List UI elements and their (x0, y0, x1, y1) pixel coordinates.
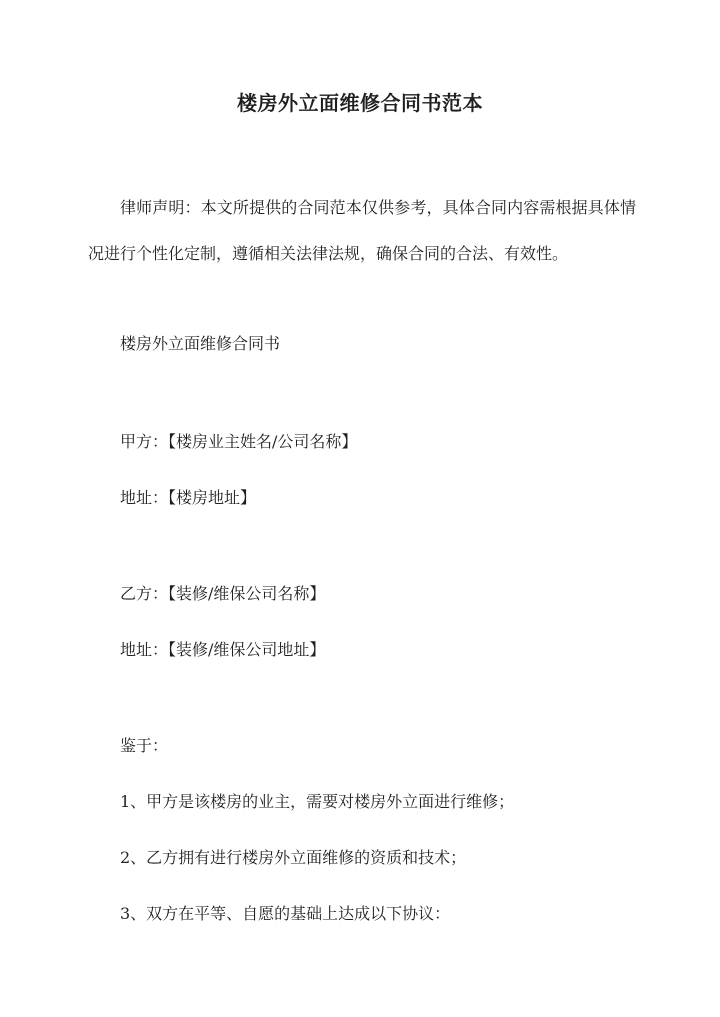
whereas-item: 2、乙方拥有进行楼房外立面维修的资质和技术； (120, 848, 467, 867)
lawyer-disclaimer: 律师声明：本文所提供的合同范本仅供参考，具体合同内容需根据具体情况进行个性化定制，遵循相关法律法规，确保合同的合法、有效性。 (88, 198, 636, 263)
whereas-item: 3、双方在平等、自愿的基础上达成以下协议： (120, 904, 451, 923)
contract-heading: 楼房外立面维修合同书 (120, 334, 281, 353)
party-a-address: 地址：【楼房地址】 (120, 488, 257, 507)
party-a-name: 甲方：【楼房业主姓名/公司名称】 (120, 432, 358, 451)
document-title: 楼房外立面维修合同书范本 (237, 91, 483, 115)
whereas-heading: 鉴于： (120, 736, 169, 755)
party-b-address: 地址：【装修/维保公司地址】 (120, 640, 326, 659)
whereas-item: 1、甲方是该楼房的业主，需要对楼房外立面进行维修； (120, 792, 515, 811)
party-b-name: 乙方：【装修/维保公司名称】 (120, 584, 326, 603)
